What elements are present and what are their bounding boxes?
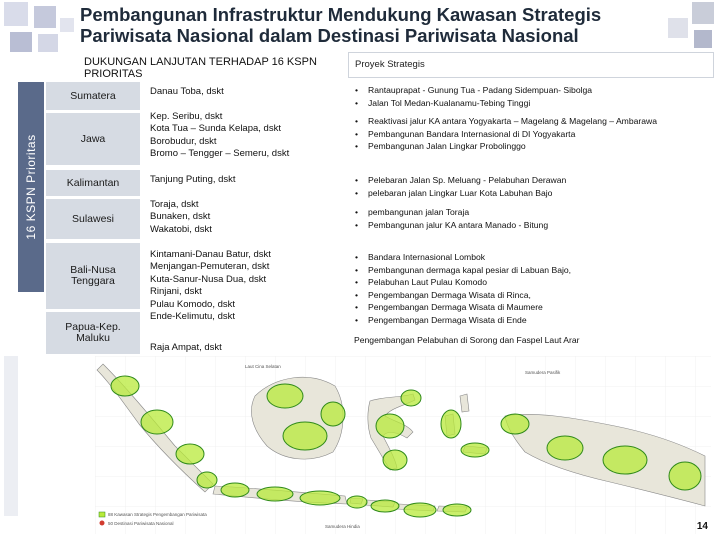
destination-item: Danau Toba, dskt	[150, 86, 224, 97]
project-list	[350, 115, 714, 153]
indonesia-map	[95, 356, 711, 534]
project-item: • pelebaran jalan Lingkar Luar Kota Labuhan Bajo	[368, 187, 714, 200]
destination-item: Kota Tua – Sunda Kelapa, dskt	[150, 123, 281, 135]
deco-square	[4, 356, 18, 516]
project-item: • Pembangunan dermaga kapal pesiar di Labuan Bajo,	[368, 264, 714, 277]
map-graphic	[95, 356, 711, 534]
destination-list	[150, 342, 340, 354]
destination-list	[150, 86, 340, 98]
destination-item: Rinjani, dskt	[150, 286, 202, 298]
project-item: • Pengembangan Dermaga Wisata di Maumere	[368, 301, 714, 314]
project-item: • Pembangunan Jalan Lingkar Probolinggo	[368, 140, 714, 153]
destination-item: Bromo – Tengger – Semeru, dskt	[150, 148, 290, 160]
project-item: • Jalan Tol Medan-Kualanamu-Tebing Tinggi	[368, 97, 714, 110]
table-row-bali-nusa-tenggara	[46, 243, 716, 325]
destination-item: Kuta-Sanur-Nusa Dua, dskt	[150, 273, 267, 285]
legend-swatch	[100, 521, 105, 526]
destination-item: Bunaken, dskt	[150, 211, 211, 223]
project-item: • pembangunan jalan Toraja	[368, 206, 714, 219]
destination-list	[150, 174, 340, 186]
page-number: 14	[696, 521, 708, 532]
table-row-kalimantan	[46, 170, 716, 198]
region-cell: Sulawesi	[46, 199, 140, 239]
project-item: • Pelebaran Jalan Sp. Meluang - Pelabuhan Derawan	[368, 174, 714, 187]
region-cell: Jawa	[46, 113, 140, 165]
project-list	[350, 174, 714, 199]
table-row-papua-maluku	[46, 312, 716, 354]
destination-item: Kintamani-Danau Batur, dskt	[150, 249, 271, 260]
project-item: • Reaktivasi jalur KA antara Yogyakarta – Magelang & Magelang – Ambarawa	[368, 115, 714, 128]
destination-list	[150, 111, 340, 161]
table-row-jawa	[46, 113, 716, 169]
deco-square	[34, 6, 56, 28]
region-cell: Kalimantan	[46, 170, 140, 196]
deco-square	[694, 30, 712, 48]
project-list	[350, 206, 714, 231]
deco-square	[4, 2, 28, 26]
project-item: Pengembangan Pelabuhan di Sorong dan Faspel Laut Arar	[354, 335, 580, 345]
project-item: • Pengembangan Dermaga Wisata di Ende	[368, 314, 714, 327]
legend-swatch	[99, 512, 105, 517]
header-projects-label: Proyek Strategis	[355, 59, 425, 70]
deco-square	[692, 2, 714, 24]
header-projects	[348, 52, 714, 78]
page-title: Pembangunan Infrastruktur Mendukung Kawasan Strategis Pariwisata Nasional dalam Destinasi Pariwisata Nasional	[80, 4, 602, 46]
table-row-sulawesi	[46, 199, 716, 241]
region-cell: Papua-Kep. Maluku	[46, 312, 140, 354]
deco-square	[38, 34, 58, 52]
project-item: • Pembangunan Bandara Internasional di DI Yogyakarta	[368, 128, 714, 141]
sea-label: Samudera Hindia	[325, 524, 360, 529]
destination-item: Pulau Komodo, dskt	[150, 298, 236, 310]
destination-item: Toraja, dskt	[150, 199, 199, 210]
deco-square	[10, 32, 32, 52]
destination-item: Tanjung Puting, dskt	[150, 174, 236, 185]
project-item: • Pembangunan jalur KA antara Manado - Bitung	[368, 219, 714, 232]
destination-item: Raja Ampat, dskt	[150, 342, 222, 353]
region-cell: Sumatera	[46, 82, 140, 110]
legend-item: 50 Destinasi Pariwisata Nasional	[108, 521, 174, 526]
project-item: • Pengembangan Dermaga Wisata di Rinca,	[368, 289, 714, 302]
sea-label: Laut Cina Selatan	[245, 364, 281, 369]
sea-label: Samudera Pasifik	[525, 370, 561, 375]
project-item: • Pelabuhan Laut Pulau Komodo	[368, 276, 714, 289]
project-list	[350, 84, 714, 109]
destination-item: Ende-Kelimutu, dskt	[150, 311, 236, 323]
region-cell: Bali-Nusa Tenggara	[46, 243, 140, 309]
legend-item: 88 Kawasan Strategis Pengembangan Pariwisata	[108, 512, 207, 517]
destination-item: Menjangan-Pemuteran, dskt	[150, 261, 270, 273]
side-label-bar	[18, 82, 44, 292]
deco-square	[668, 18, 688, 38]
destination-item: Borobudur, dskt	[150, 135, 217, 147]
project-item: • Rantauprapat - Gunung Tua - Padang Sidempuan- Sibolga	[368, 84, 714, 97]
deco-square	[60, 18, 74, 32]
header-left: DUKUNGAN LANJUTAN TERHADAP 16 KSPN PRIORITAS	[84, 56, 317, 80]
destination-item: Wakatobi, dskt	[150, 223, 212, 235]
table-row-sumatera	[46, 82, 716, 112]
project-list	[350, 334, 718, 347]
project-item: • Bandara Internasional Lombok	[368, 251, 714, 264]
destination-list	[150, 199, 340, 236]
destination-item: Kep. Seribu, dskt	[150, 111, 223, 122]
side-label: 16 KSPN Prioritas	[24, 134, 38, 240]
